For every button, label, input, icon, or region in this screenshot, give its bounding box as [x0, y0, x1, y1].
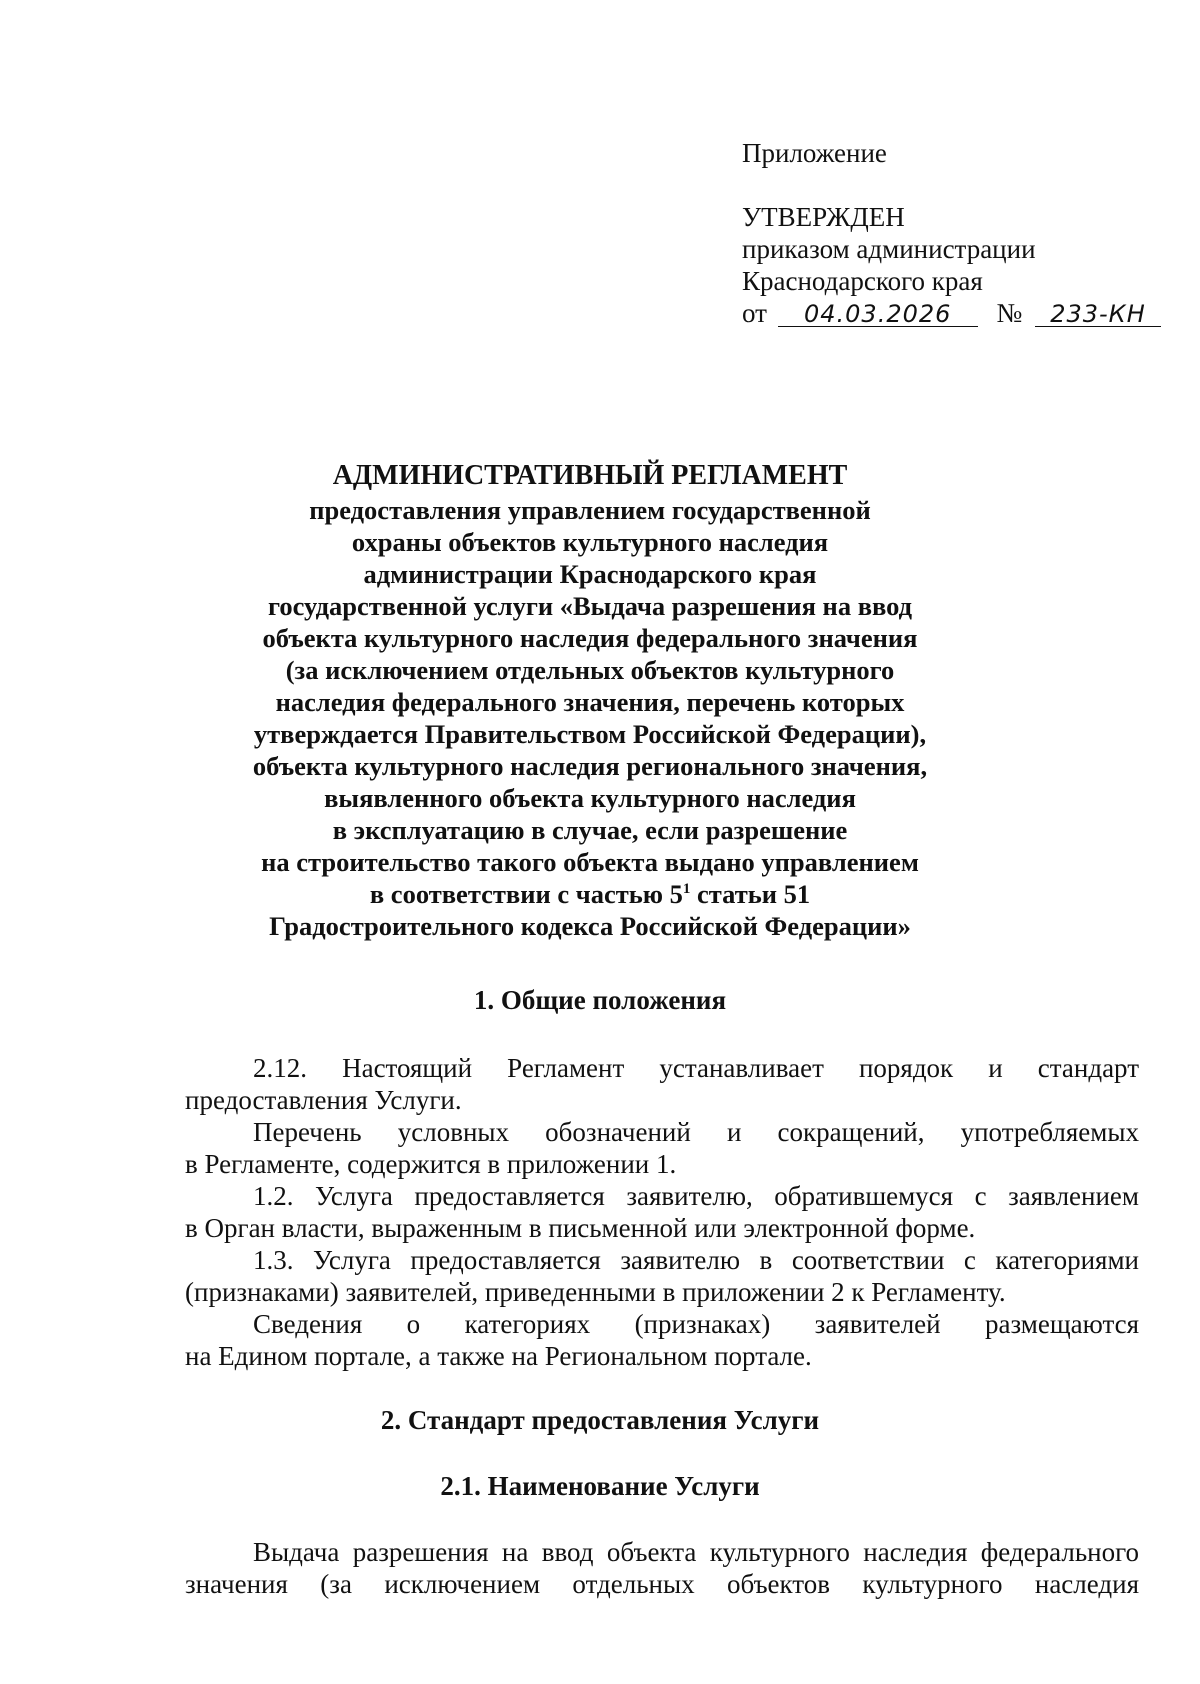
order-date-number-line: [742, 297, 1161, 329]
order-date-handwritten: 04.03.2026: [803, 300, 952, 328]
section-heading-2-1: 2.1. Наименование Услуги: [440, 1471, 760, 1501]
title-line: администрации Краснодарского края: [363, 559, 817, 589]
title-line-article-text: в соответствии с частью 5: [369, 879, 683, 909]
title-line: в эксплуатацию в случае, если разрешение: [332, 815, 848, 845]
paragraph-line: 1.3. Услуга предоставляется заявителю в соответствии с категориями: [253, 1245, 1139, 1275]
title-line: предоставления управлением государственной: [309, 495, 871, 525]
title-line: наследия федерального значения, перечень которых: [275, 687, 905, 717]
paragraph-1-2: [185, 1180, 1139, 1244]
title-line: на строительство такого объекта выдано управлением: [261, 847, 919, 877]
approval-stamp-block: [742, 201, 1161, 329]
approved-label: УТВЕРЖДЕН: [742, 202, 905, 232]
paragraph-applicant-info: [185, 1308, 1139, 1372]
order-date-field: [778, 301, 978, 327]
paragraph-line: 2.12. Настоящий Регламент устанавливает порядок и стандарт: [253, 1053, 1139, 1083]
paragraph-line: предоставления Услуги.: [185, 1085, 462, 1115]
title-line: объекта культурного наследия федерального значения: [262, 623, 918, 653]
paragraph-1-3: [185, 1244, 1139, 1308]
order-number-handwritten: 233-КН: [1050, 300, 1146, 328]
title-line: (за исключением отдельных объектов культурного: [285, 655, 895, 685]
paragraph-line: (признаками) заявителей, приведенными в приложении 2 к Регламенту.: [185, 1277, 1006, 1307]
paragraph-line: Сведения о категориях (признаках) заявителей размещаются: [253, 1309, 1139, 1339]
regulation-title-main: АДМИНИСТРАТИВНЫЙ РЕГЛАМЕНТ: [332, 460, 848, 491]
appendix-label: Приложение: [742, 138, 887, 168]
paragraph-line: значения (за исключением отдельных объектов культурного наследия: [185, 1569, 1139, 1599]
paragraph-abbreviations: [185, 1116, 1139, 1180]
number-prefix: №: [996, 298, 1023, 328]
paragraph-line: Перечень условных обозначений и сокращений, употребляемых: [253, 1117, 1139, 1147]
paragraph-line: в Регламенте, содержится в приложении 1.: [185, 1149, 677, 1179]
paragraph-line: Выдача разрешения на ввод объекта культурного наследия федерального: [253, 1537, 1139, 1567]
superscript: 1: [682, 881, 691, 898]
title-line: Градостроительного кодекса Российской Федерации»: [269, 911, 911, 941]
regulation-title: [190, 460, 990, 942]
title-line-article: [190, 878, 990, 910]
title-line: утверждается Правительством Российской Федерации),: [253, 719, 927, 749]
paragraph-line: 1.2. Услуга предоставляется заявителю, обратившемуся с заявлением: [253, 1181, 1139, 1211]
title-line: выявленного объекта культурного наследия: [324, 783, 856, 813]
section-heading-2: 2. Стандарт предоставления Услуги: [380, 1405, 820, 1435]
paragraph-service-name: [185, 1536, 1139, 1600]
order-number-field: [1035, 301, 1161, 327]
paragraph-line: на Едином портале, а также на Региональном портале.: [185, 1341, 812, 1371]
title-line: объекта культурного наследия регионального значения,: [252, 751, 928, 781]
paragraph-2-12: [185, 1052, 1139, 1116]
paragraph-line: в Орган власти, выраженным в письменной или электронной форме.: [185, 1213, 976, 1243]
approved-by-line: приказом администрации: [742, 234, 1036, 264]
title-line-article-rest: статьи 51: [690, 879, 811, 909]
approved-region-line: Краснодарского края: [742, 266, 983, 296]
section-heading-1: 1. Общие положения: [473, 985, 727, 1015]
title-line: государственной услуги «Выдача разрешения на ввод: [267, 591, 913, 621]
date-prefix: от: [742, 298, 767, 328]
title-line: охраны объектов культурного наследия: [351, 527, 829, 557]
